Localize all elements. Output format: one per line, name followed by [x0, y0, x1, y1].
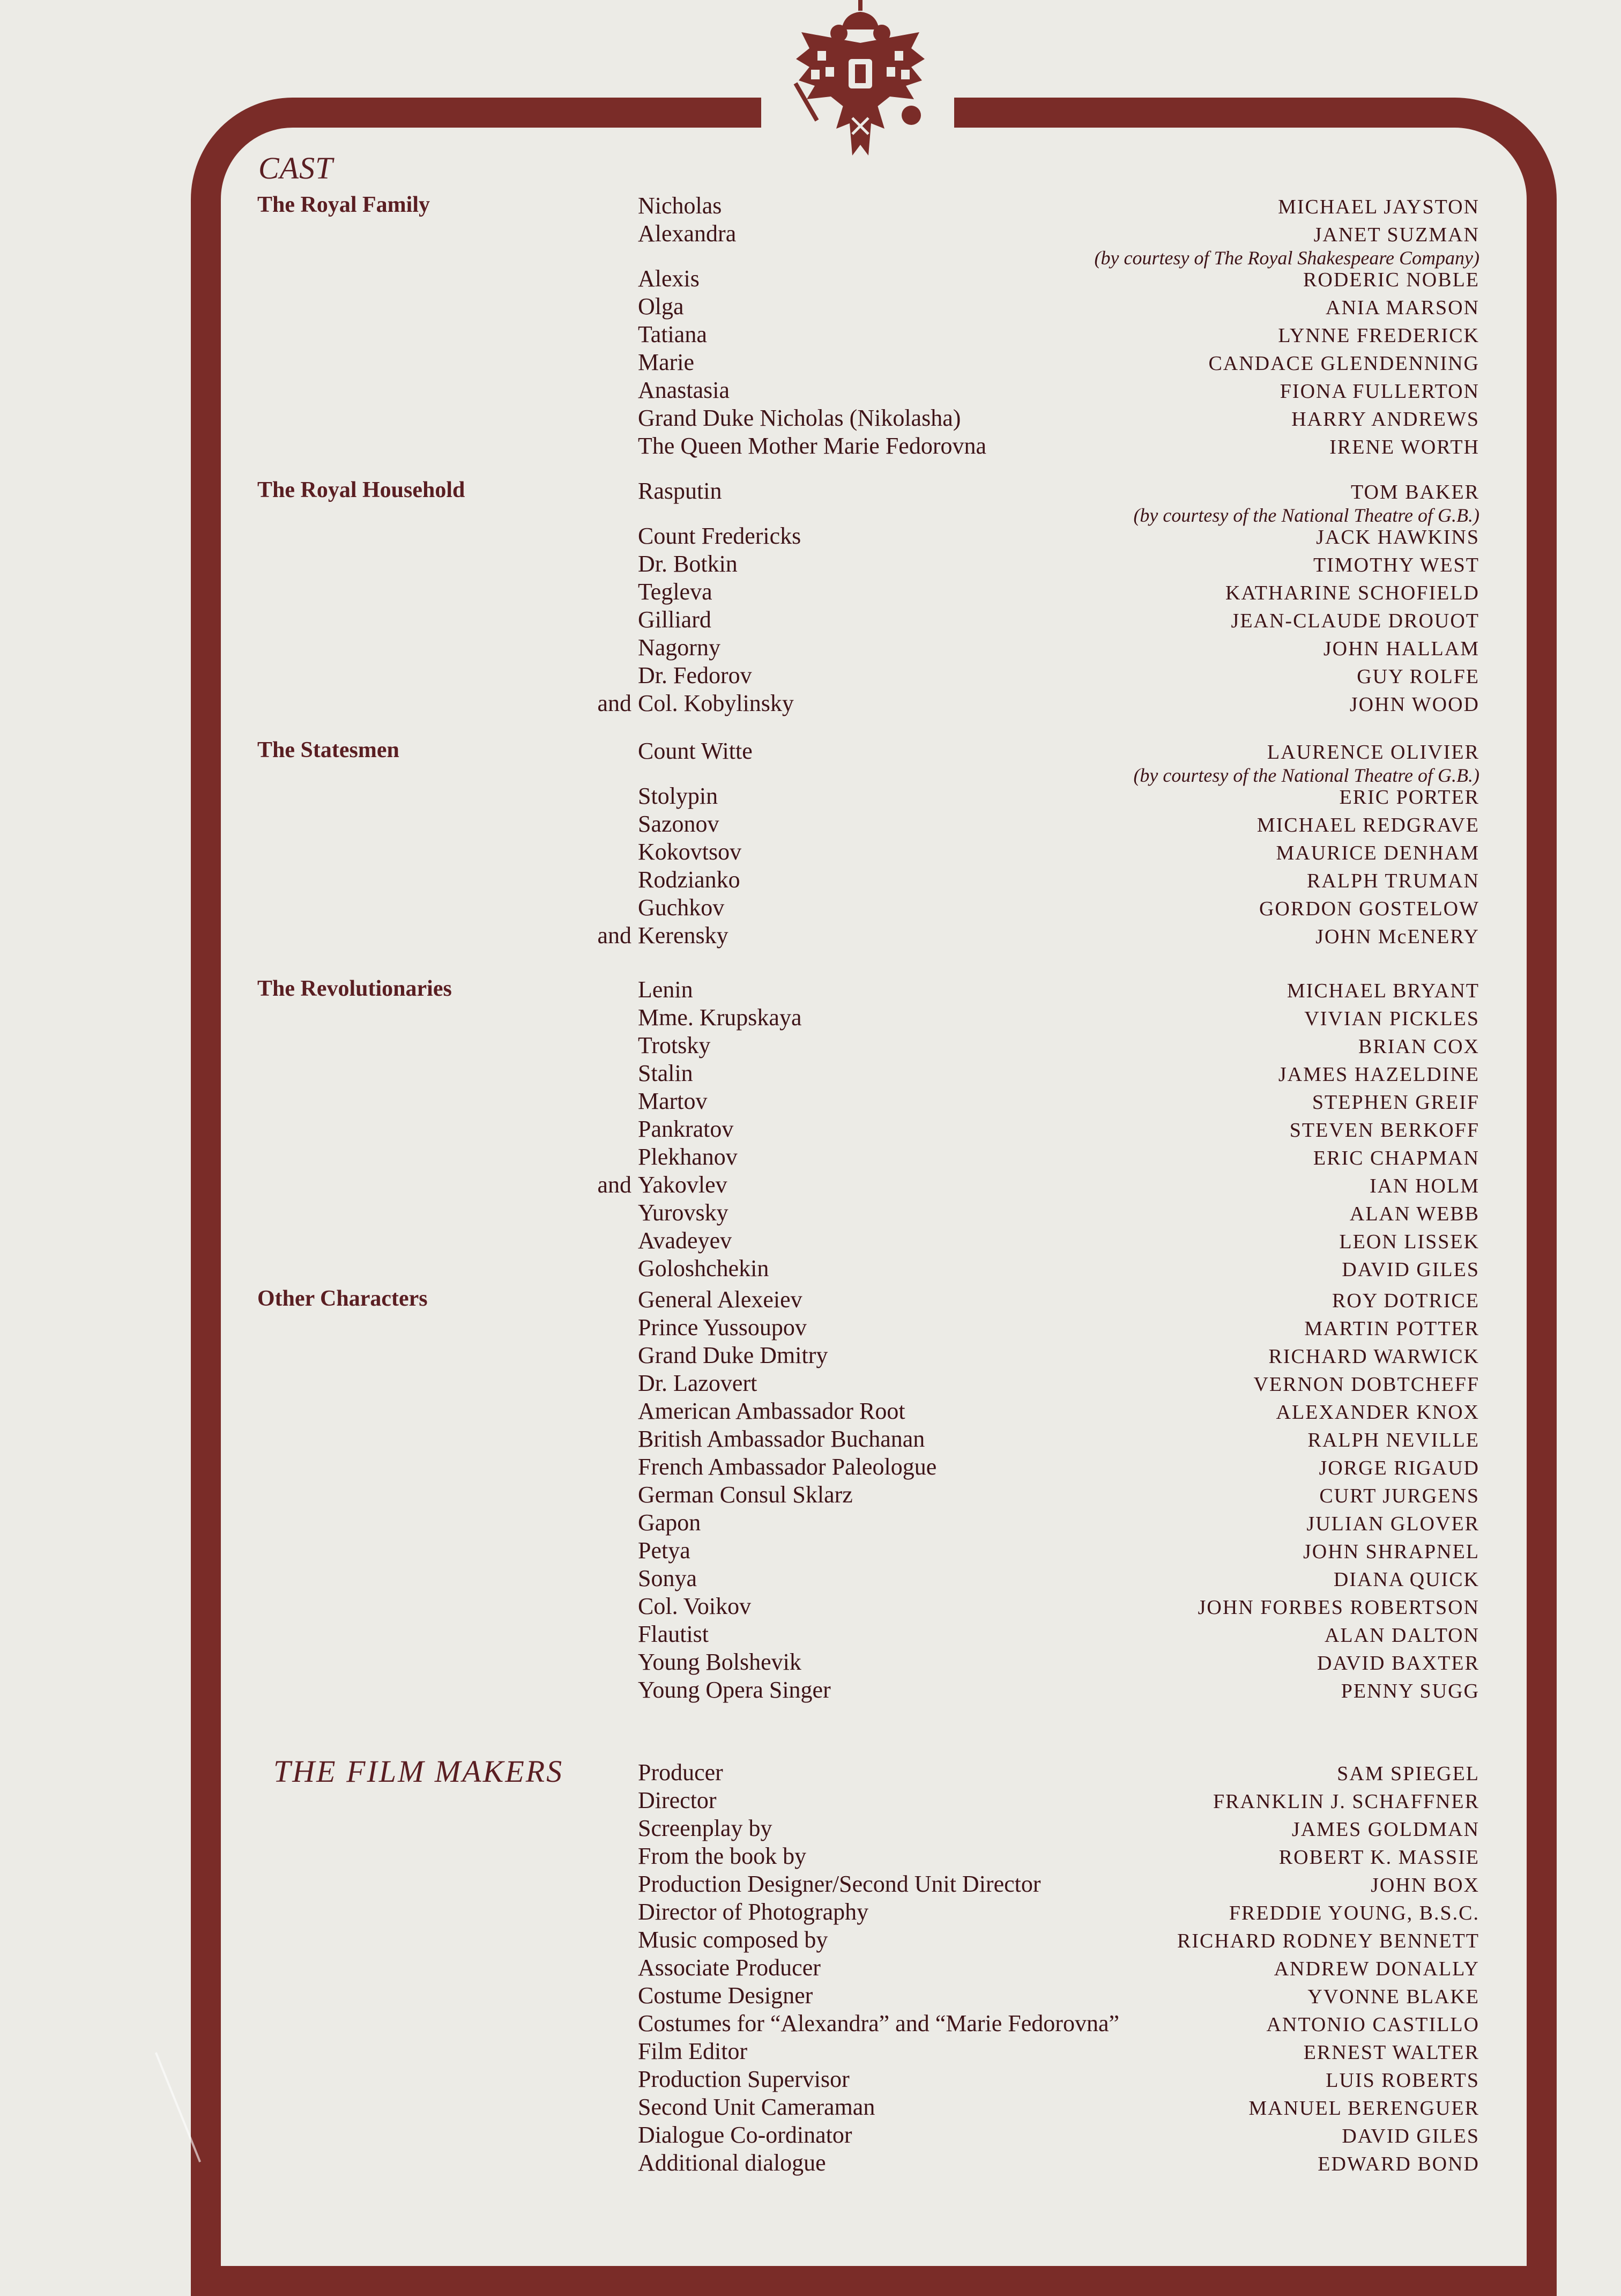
- role-text: Kerensky: [638, 922, 728, 949]
- credit-row: [252, 2065, 1479, 2093]
- role-name: Director of Photography: [638, 1899, 869, 1925]
- actor-name: IAN HOLM: [1370, 1175, 1479, 1197]
- actor-name: STEVEN BERKOFF: [1289, 1119, 1479, 1142]
- section-label: The Statesmen: [257, 738, 399, 762]
- crew-name: MANUEL BERENGUER: [1248, 2097, 1479, 2120]
- actor-name: ERIC PORTER: [1339, 786, 1479, 809]
- credit-row: [252, 976, 1479, 1004]
- role-name: Grand Duke Nicholas (Nikolasha): [638, 405, 961, 431]
- credit-row: [252, 690, 1479, 717]
- credit-row: [252, 1342, 1479, 1369]
- actor-name: ALAN WEBB: [1349, 1203, 1479, 1225]
- section-label: The Royal Household: [257, 478, 465, 502]
- credit-row: [252, 1870, 1479, 1898]
- actor-name: JOHN SHRAPNEL: [1303, 1540, 1479, 1563]
- role-name: British Ambassador Buchanan: [638, 1426, 925, 1452]
- actor-name: JACK HAWKINS: [1316, 526, 1479, 549]
- role-name: Production Designer/Second Unit Director: [638, 1871, 1041, 1897]
- actor-name: JOHN HALLAM: [1323, 638, 1479, 660]
- role-name: Guchkov: [638, 894, 725, 921]
- credit-row: [252, 1509, 1479, 1537]
- crew-name: EDWARD BOND: [1318, 2153, 1479, 2175]
- cast-heading: CAST: [258, 151, 333, 186]
- role-name: Gilliard: [638, 606, 711, 633]
- credit-rows: [252, 477, 1479, 717]
- crew-name: ANDREW DONALLY: [1274, 1958, 1479, 1980]
- role-name: Stalin: [638, 1060, 693, 1086]
- courtesy-note: (by courtesy of the National Theatre of G.B.): [1133, 765, 1479, 786]
- role-name: Stolypin: [638, 783, 718, 809]
- actor-name: JOHN McENERY: [1315, 925, 1479, 948]
- credit-row: [252, 1982, 1479, 2010]
- credit-row: [252, 1593, 1479, 1620]
- role-name: Avadeyev: [638, 1227, 732, 1254]
- actor-name: LYNNE FREDERICK: [1278, 324, 1479, 347]
- credit-row: [252, 2121, 1479, 2149]
- and-prefix: and: [597, 1172, 631, 1198]
- role-name: Alexandra: [638, 220, 737, 247]
- role-name: Kokovtsov: [638, 839, 742, 865]
- actor-name: DAVID GILES: [1342, 1258, 1479, 1281]
- role-name: Dr. Fedorov: [638, 662, 752, 688]
- role-name: Col. Voikov: [638, 1593, 752, 1619]
- credit-row: [252, 349, 1479, 376]
- crew-name: SAM SPIEGEL: [1337, 1762, 1479, 1785]
- actor-name: GUY ROLFE: [1357, 665, 1479, 688]
- crew-name: JAMES GOLDMAN: [1291, 1818, 1479, 1841]
- crew-name: FREDDIE YOUNG, B.S.C.: [1229, 1902, 1479, 1924]
- role-name: Count Fredericks: [638, 523, 801, 549]
- role-name: Alexis: [638, 265, 700, 292]
- credit-row: [252, 866, 1479, 894]
- actor-name: JULIAN GLOVER: [1306, 1513, 1479, 1535]
- crew-name: LUIS ROBERTS: [1326, 2069, 1479, 2092]
- role-name: Film Editor: [638, 2038, 748, 2064]
- credit-row: [252, 1227, 1479, 1255]
- credit-row: [252, 550, 1479, 578]
- credit-row: [252, 1759, 1479, 1787]
- actor-name: DAVID BAXTER: [1317, 1652, 1479, 1675]
- role-name: Plekhanov: [638, 1144, 738, 1170]
- credit-row: [252, 1814, 1479, 1842]
- actor-name: ALAN DALTON: [1324, 1624, 1479, 1647]
- credit-row: [252, 1926, 1479, 1954]
- actor-name: JANET SUZMAN: [1313, 224, 1479, 246]
- role-name: Dr. Botkin: [638, 551, 738, 577]
- role-name: Martov: [638, 1088, 708, 1114]
- credit-row: [252, 1898, 1479, 1926]
- credit-row: [252, 265, 1479, 293]
- credit-row: [252, 578, 1479, 606]
- credit-row: [252, 662, 1479, 690]
- role-name: Pankratov: [638, 1116, 734, 1142]
- crew-name: YVONNE BLAKE: [1307, 1986, 1479, 2008]
- imperial-eagle-crest-icon: [785, 0, 935, 161]
- actor-name: DIANA QUICK: [1333, 1568, 1479, 1591]
- section-label: The Royal Family: [257, 192, 430, 217]
- credit-row: [252, 404, 1479, 432]
- credit-rows: [252, 737, 1479, 950]
- actor-name: JOHN FORBES ROBERTSON: [1198, 1596, 1479, 1619]
- credit-row: [252, 2038, 1479, 2065]
- actor-name: RALPH NEVILLE: [1307, 1429, 1479, 1451]
- credit-row: [252, 1087, 1479, 1115]
- role-name: Dr. Lazovert: [638, 1370, 757, 1396]
- actor-name: STEPHEN GREIF: [1312, 1091, 1479, 1114]
- role-name: Grand Duke Dmitry: [638, 1342, 828, 1368]
- role-name: Nicholas: [638, 192, 722, 219]
- credit-row: [252, 737, 1479, 786]
- actor-name: CANDACE GLENDENNING: [1208, 352, 1479, 375]
- credit-row: [252, 1255, 1479, 1283]
- actor-name: JAMES HAZELDINE: [1278, 1063, 1479, 1086]
- role-name: Sonya: [638, 1565, 697, 1591]
- credit-row: [252, 1171, 1479, 1199]
- role-name: Producer: [638, 1759, 723, 1786]
- role-name: Screenplay by: [638, 1815, 772, 1841]
- credit-row: [252, 1954, 1479, 1982]
- role-name: Count Witte: [638, 738, 753, 764]
- actor-name: ALEXANDER KNOX: [1276, 1401, 1479, 1424]
- actor-name: ROY DOTRICE: [1332, 1290, 1479, 1312]
- role-name: Mme. Krupskaya: [638, 1004, 802, 1031]
- credit-rows: [252, 1759, 1479, 2177]
- actor-name: MICHAEL REDGRAVE: [1256, 814, 1479, 836]
- credit-row: [252, 2093, 1479, 2121]
- credit-row: [252, 192, 1479, 220]
- credit-row: [252, 1842, 1479, 1870]
- credit-row: [252, 1453, 1479, 1481]
- section-label: The Revolutionaries: [257, 976, 452, 1001]
- credit-row: [252, 634, 1479, 662]
- credit-row: [252, 1787, 1479, 1814]
- role-name: Prince Yussoupov: [638, 1314, 807, 1340]
- credit-row: [252, 1143, 1479, 1171]
- actor-name: FIONA FULLERTON: [1280, 380, 1479, 403]
- actor-name: LAURENCE OLIVIER: [1267, 741, 1479, 764]
- crew-name: ROBERT K. MASSIE: [1278, 1846, 1479, 1869]
- role-text: Col. Kobylinsky: [638, 690, 794, 716]
- role-name: Trotsky: [638, 1032, 711, 1058]
- actor-name: MAURICE DENHAM: [1276, 842, 1479, 864]
- crew-name: JOHN BOX: [1371, 1874, 1479, 1897]
- credit-row: [252, 432, 1479, 460]
- credit-row: [252, 1397, 1479, 1425]
- credit-row: [252, 782, 1479, 810]
- role-name: Flautist: [638, 1621, 709, 1647]
- actor-name: VIVIAN PICKLES: [1304, 1008, 1479, 1030]
- role-name: Second Unit Cameraman: [638, 2094, 875, 2120]
- credit-row: [252, 838, 1479, 866]
- credit-row: [252, 1648, 1479, 1676]
- film-makers-heading: THE FILM MAKERS: [273, 1754, 564, 1789]
- actor-name: JORGE RIGAUD: [1319, 1457, 1479, 1479]
- credit-rows: [252, 976, 1479, 1283]
- role-name: Nagorny: [638, 634, 720, 661]
- role-name: Additional dialogue: [638, 2150, 826, 2176]
- actor-name: MICHAEL JAYSTON: [1278, 196, 1479, 218]
- role-name: Rodzianko: [638, 866, 740, 893]
- actor-name: LEON LISSEK: [1339, 1231, 1479, 1253]
- credit-row: [252, 1565, 1479, 1593]
- actor-name: RALPH TRUMAN: [1306, 870, 1479, 892]
- credit-row: [252, 1369, 1479, 1397]
- role-text: Yakovlev: [638, 1172, 727, 1198]
- credit-row: [252, 1314, 1479, 1342]
- role-name: American Ambassador Root: [638, 1398, 905, 1424]
- actor-name: ANIA MARSON: [1326, 297, 1479, 319]
- role-name: General Alexeiev: [638, 1286, 802, 1313]
- role-name: German Consul Sklarz: [638, 1482, 853, 1508]
- credit-row: [252, 1676, 1479, 1704]
- credit-row: [252, 293, 1479, 321]
- actor-name: JEAN-CLAUDE DROUOT: [1231, 610, 1479, 632]
- and-prefix: and: [597, 690, 631, 716]
- section-label: Other Characters: [257, 1286, 428, 1311]
- role-name: Young Opera Singer: [638, 1677, 831, 1703]
- actor-name: MARTIN POTTER: [1304, 1317, 1479, 1340]
- credit-row: [252, 1060, 1479, 1087]
- actor-name: RICHARD WARWICK: [1268, 1345, 1479, 1368]
- crew-name: ERNEST WALTER: [1303, 2041, 1479, 2064]
- credit-rows: [252, 192, 1479, 460]
- role-name: Director: [638, 1787, 717, 1813]
- actor-name: BRIAN COX: [1358, 1035, 1479, 1058]
- credit-row: [252, 1537, 1479, 1565]
- role-name: Tatiana: [638, 321, 707, 347]
- role-name: Anastasia: [638, 377, 730, 403]
- crew-name: DAVID GILES: [1342, 2125, 1479, 2147]
- credit-row: [252, 2010, 1479, 2038]
- actor-name: TIMOTHY WEST: [1313, 554, 1479, 576]
- actor-name: VERNON DOBTCHEFF: [1253, 1373, 1479, 1396]
- role-name: The Queen Mother Marie Fedorovna: [638, 433, 987, 459]
- actor-name: IRENE WORTH: [1329, 436, 1479, 458]
- courtesy-note: (by courtesy of The Royal Shakespeare Company): [1094, 247, 1479, 269]
- credit-row: [252, 922, 1479, 950]
- role-name: Costume Designer: [638, 1982, 813, 2009]
- credit-row: [252, 810, 1479, 838]
- credit-row: [252, 376, 1479, 404]
- credit-row: [252, 1481, 1479, 1509]
- role-name: Gapon: [638, 1509, 701, 1536]
- role-name: Yurovsky: [638, 1199, 728, 1226]
- role-name: Sazonov: [638, 811, 719, 837]
- credit-row: [252, 1032, 1479, 1060]
- credit-row: [252, 477, 1479, 526]
- role-name: Marie: [638, 349, 695, 375]
- role-name: Costumes for “Alexandra” and “Marie Fedorovna”: [638, 2010, 1120, 2036]
- role-name: Lenin: [638, 976, 693, 1003]
- role-name: French Ambassador Paleologue: [638, 1454, 937, 1480]
- role-name: [597, 690, 794, 717]
- actor-name: TOM BAKER: [1350, 481, 1479, 503]
- role-name: [597, 922, 728, 949]
- credit-row: [252, 1620, 1479, 1648]
- and-prefix: and: [597, 922, 631, 949]
- actor-name: CURT JURGENS: [1319, 1485, 1479, 1507]
- role-name: Petya: [638, 1537, 690, 1564]
- role-name: Dialogue Co-ordinator: [638, 2122, 852, 2148]
- actor-name: KATHARINE SCHOFIELD: [1225, 582, 1479, 604]
- credit-row: [252, 522, 1479, 550]
- role-name: Production Supervisor: [638, 2066, 850, 2092]
- role-name: Associate Producer: [638, 1954, 821, 1981]
- actor-name: PENNY SUGG: [1341, 1680, 1479, 1702]
- credit-row: [252, 606, 1479, 634]
- credit-row: [252, 2149, 1479, 2177]
- role-name: Goloshchekin: [638, 1255, 769, 1282]
- role-name: Rasputin: [638, 478, 722, 504]
- actor-name: ERIC CHAPMAN: [1313, 1147, 1479, 1169]
- crew-name: FRANKLIN J. SCHAFFNER: [1213, 1790, 1479, 1813]
- actor-name: MICHAEL BRYANT: [1287, 980, 1479, 1002]
- credit-row: [252, 894, 1479, 922]
- crew-name: ANTONIO CASTILLO: [1266, 2013, 1479, 2036]
- role-name: Olga: [638, 293, 684, 320]
- actor-name: JOHN WOOD: [1349, 693, 1479, 716]
- role-name: Tegleva: [638, 579, 712, 605]
- actor-name: RODERIC NOBLE: [1303, 269, 1479, 291]
- credit-row: [252, 220, 1479, 269]
- credit-row: [252, 1004, 1479, 1032]
- role-name: Young Bolshevik: [638, 1649, 801, 1675]
- credit-rows: [252, 1286, 1479, 1704]
- role-name: Music composed by: [638, 1927, 828, 1953]
- role-name: [597, 1171, 727, 1198]
- courtesy-note: (by courtesy of the National Theatre of G.B.): [1133, 505, 1479, 526]
- credit-row: [252, 1199, 1479, 1227]
- actor-name: HARRY ANDREWS: [1291, 408, 1479, 431]
- crew-name: RICHARD RODNEY BENNETT: [1177, 1930, 1479, 1952]
- credit-row: [252, 1115, 1479, 1143]
- credit-row: [252, 1425, 1479, 1453]
- credit-row: [252, 321, 1479, 349]
- credit-row: [252, 1286, 1479, 1314]
- actor-name: GORDON GOSTELOW: [1259, 898, 1479, 920]
- role-name: From the book by: [638, 1843, 807, 1869]
